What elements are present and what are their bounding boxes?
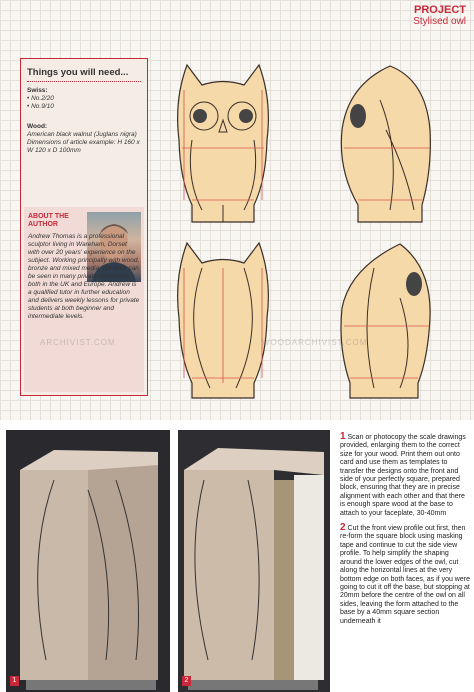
about-author-heading: ABOUT THE AUTHOR xyxy=(28,213,69,228)
step-number: 2 xyxy=(340,522,346,534)
project-subtitle: Stylised owl xyxy=(413,16,466,27)
owl-side-view-diagram xyxy=(330,60,440,228)
dotted-divider xyxy=(27,81,141,82)
step-photo-1 xyxy=(6,430,170,692)
step-photo-2 xyxy=(178,430,330,692)
wood-label: Wood: xyxy=(27,123,48,130)
instructions-column xyxy=(340,433,470,632)
photo-number-badge: 1 xyxy=(10,676,19,686)
section-label: PROJECT xyxy=(414,4,466,16)
photo-number-badge: 2 xyxy=(182,676,191,686)
owl-front-view-diagram xyxy=(162,60,284,228)
swiss-section xyxy=(27,87,145,111)
owl-angled-view-diagram xyxy=(330,238,440,403)
swiss-item: • No.2/20 xyxy=(27,95,54,102)
swiss-item: • No.9/10 xyxy=(27,103,54,110)
step-text: Scan or photocopy the scale drawings provided, enlarging them to the correct size for your wood. Print them out onto card and use them as templates to transfer the designs onto the front and side of your perfectly square, prepared block, ensuring that they are in precise alignment with each other and that there is enough spare wood at the base to attach to your faceplate, 30-40mm xyxy=(340,434,466,517)
wood-text: American black walnut (Juglans nigra) Dimensions of article example: H 160 x W 120 x D 100mm xyxy=(27,131,140,154)
step-2 xyxy=(340,524,470,626)
author-bio: Andrew Thomas is a professional sculptor living in Wareham, Dorset with over 20 years' experience on the subject. Working principally with wood, bronze and mixed media, his work can be seen in many private collections, both in the UK and Europe. Andrew is a qualified tutor in further education and delivers weekly lessons for private students at both beginner and intermediate levels. xyxy=(28,233,140,320)
step-1 xyxy=(340,433,470,518)
step-number: 1 xyxy=(340,431,346,442)
things-needed-title: Things you will need... xyxy=(27,67,129,78)
owl-back-view-diagram xyxy=(162,238,284,403)
watermark-text: WOODARCHIVIST.COM xyxy=(262,338,368,347)
step-text: Cut the front view profile out first, then re-form the square block using masking tape and continue to cut the side view profile. To help simplify the shaping around the lower edges of the owl, cut along the horizontal lines at the very bottom edge on both faces, as if you were going to cut it off the base, but stopping at 20mm before the centre of the owl on all sides, leaving the form attached to the base by a 40mm square section underneath it xyxy=(340,525,470,625)
page-header xyxy=(413,4,466,28)
about-author-box xyxy=(24,207,144,392)
wood-section xyxy=(27,123,145,155)
swiss-label: Swiss: xyxy=(27,87,48,94)
watermark-text: ARCHIVIST.COM xyxy=(40,338,116,347)
